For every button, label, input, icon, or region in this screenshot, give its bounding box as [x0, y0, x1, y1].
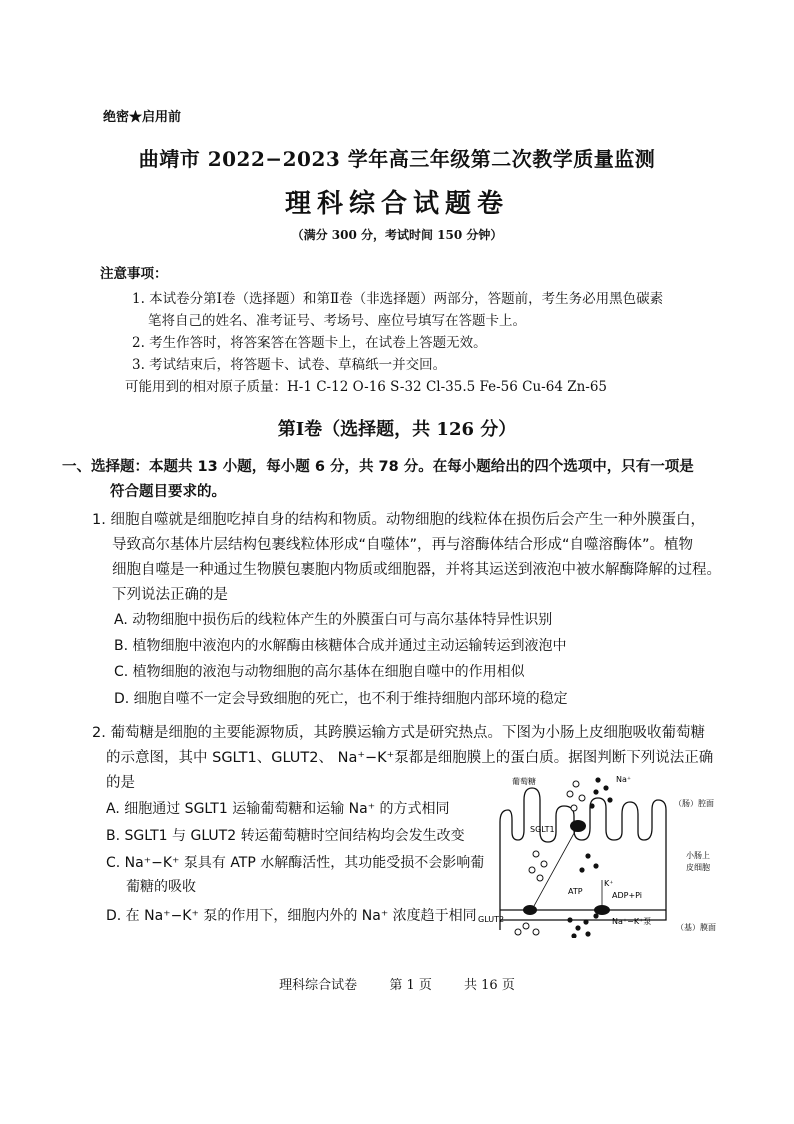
score-time-info: （满分 300 分，考试时间 150 分钟） — [291, 228, 503, 242]
paper-title: 理科综合试题卷 — [284, 189, 509, 219]
label-adp: ADP+Pi — [612, 891, 643, 900]
footer-exam-name: 理科综合试卷 — [279, 978, 358, 993]
label-cell-line1: 小肠上 — [686, 851, 710, 860]
question-2-option-c-line2: 葡糖的吸收 — [126, 879, 196, 895]
question-2-option-b: B. SGLT1 与 GLUT2 转运葡萄糖时空间结构均会发生改变 — [106, 828, 465, 844]
question-1-option-c: C. 植物细胞的液泡与动物细胞的高尔基体在细胞自噬中的作用相似 — [114, 664, 525, 680]
question-2-option-c-line1: C. Na⁺−K⁺ 泵具有 ATP 水解酶活性，其功能受损不会影响葡 — [106, 855, 485, 871]
question-1-line1: 1. 细胞自噬就是细胞吃掉自身的结构和物质。动物细胞的线粒体在损伤后会产生一种外膜蛋白， — [92, 512, 705, 528]
confidential-label: 绝密★启用前 — [103, 110, 182, 125]
question-1-line4: 下列说法正确的是 — [112, 587, 228, 603]
footer-total-pages: 共 16 页 — [464, 978, 515, 993]
question-2-option-d: D. 在 Na⁺−K⁺ 泵的作用下，细胞内外的 Na⁺ 浓度趋于相同 — [106, 908, 477, 924]
label-glut2: GLUT2 — [478, 915, 505, 924]
question-1-line3: 细胞自噬是一种通过生物膜包裹胞内物质或细胞器，并将其运送到液泡中被水解酶降解的过程。 — [112, 562, 721, 578]
label-atp: ATP — [568, 887, 583, 896]
label-cell-line2: 皮细胞 — [686, 863, 710, 872]
exam-title: 曲靖市 2022−2023 学年高三年级第二次教学质量监测 — [138, 147, 656, 171]
notice-heading: 注意事项： — [100, 266, 168, 282]
glut2-protein — [523, 905, 537, 915]
notice-item-3: 3. 考试结束后，将答题卡、试卷、草稿纸一并交回。 — [132, 357, 447, 373]
part-instruction-line1: 一、选择题：本题共 13 小题，每小题 6 分，共 78 分。在每小题给出的四个选项中，只有一项是 — [62, 459, 694, 475]
label-lumen: （肠）腔面 — [674, 799, 714, 808]
label-na: Na⁺ — [616, 775, 632, 784]
section-heading: 第Ⅰ卷（选择题，共 126 分） — [277, 419, 517, 440]
question-1-option-a: A. 动物细胞中损伤后的线粒体产生的外膜蛋白可与高尔基体特异性识别 — [114, 612, 553, 628]
sodium-potassium-pump — [594, 905, 610, 915]
footer-page-number: 第 1 页 — [389, 978, 432, 993]
question-1-option-b: B. 植物细胞中液泡内的水解酶由核糖体合成并通过主动运输转运到液泡中 — [114, 638, 567, 654]
notice-item-2: 2. 考生作答时，将答案答在答题卡上，在试卷上答题无效。 — [132, 335, 487, 351]
label-sglt1: SGLT1 — [530, 825, 555, 834]
question-1-option-d: D. 细胞自噬不一定会导致细胞的死亡，也不利于维持细胞内部环境的稳定 — [114, 691, 568, 707]
question-1-line2: 导致高尔基体片层结构包裹线粒体形成“自噬体”，再与溶酶体结合形成“自噬溶酶体”。植物 — [112, 537, 694, 553]
label-basal: （基）膜面 — [676, 923, 716, 932]
label-k: K⁺ — [604, 879, 614, 888]
question-2-option-a: A. 细胞通过 SGLT1 运输葡萄糖和运输 Na⁺ 的方式相同 — [106, 801, 450, 817]
question-2-line1: 2. 葡萄糖是细胞的主要能源物质，其跨膜运输方式是研究热点。下图为小肠上皮细胞吸收葡萄糖 — [92, 725, 705, 741]
notice-item-1-line1: 1. 本试卷分第Ⅰ卷（选择题）和第Ⅱ卷（非选择题）两部分，答题前，考生务必用黑色碳素 — [132, 291, 664, 307]
part-instruction-line2: 符合题目要求的。 — [110, 484, 226, 500]
notice-item-1-line2: 笔将自己的姓名、准考证号、考场号、座位号填写在答题卡上。 — [148, 313, 526, 329]
label-glucose: 葡萄糖 — [512, 777, 536, 786]
page-footer — [0, 974, 794, 993]
question-2-line2: 的示意图，其中 SGLT1、GLUT2、 Na⁺−K⁺泵都是细胞膜上的蛋白质。据图判断下列说法正确 — [106, 750, 714, 766]
label-pump: Na⁺−K⁺泵 — [612, 917, 652, 926]
intestinal-cell-diagram — [478, 770, 748, 938]
atomic-masses: 可能用到的相对原子质量：H-1 C-12 O-16 S-32 Cl-35.5 Fe-56 Cu-64 Zn-65 — [125, 379, 608, 395]
question-2-line3: 的是 — [106, 775, 135, 791]
